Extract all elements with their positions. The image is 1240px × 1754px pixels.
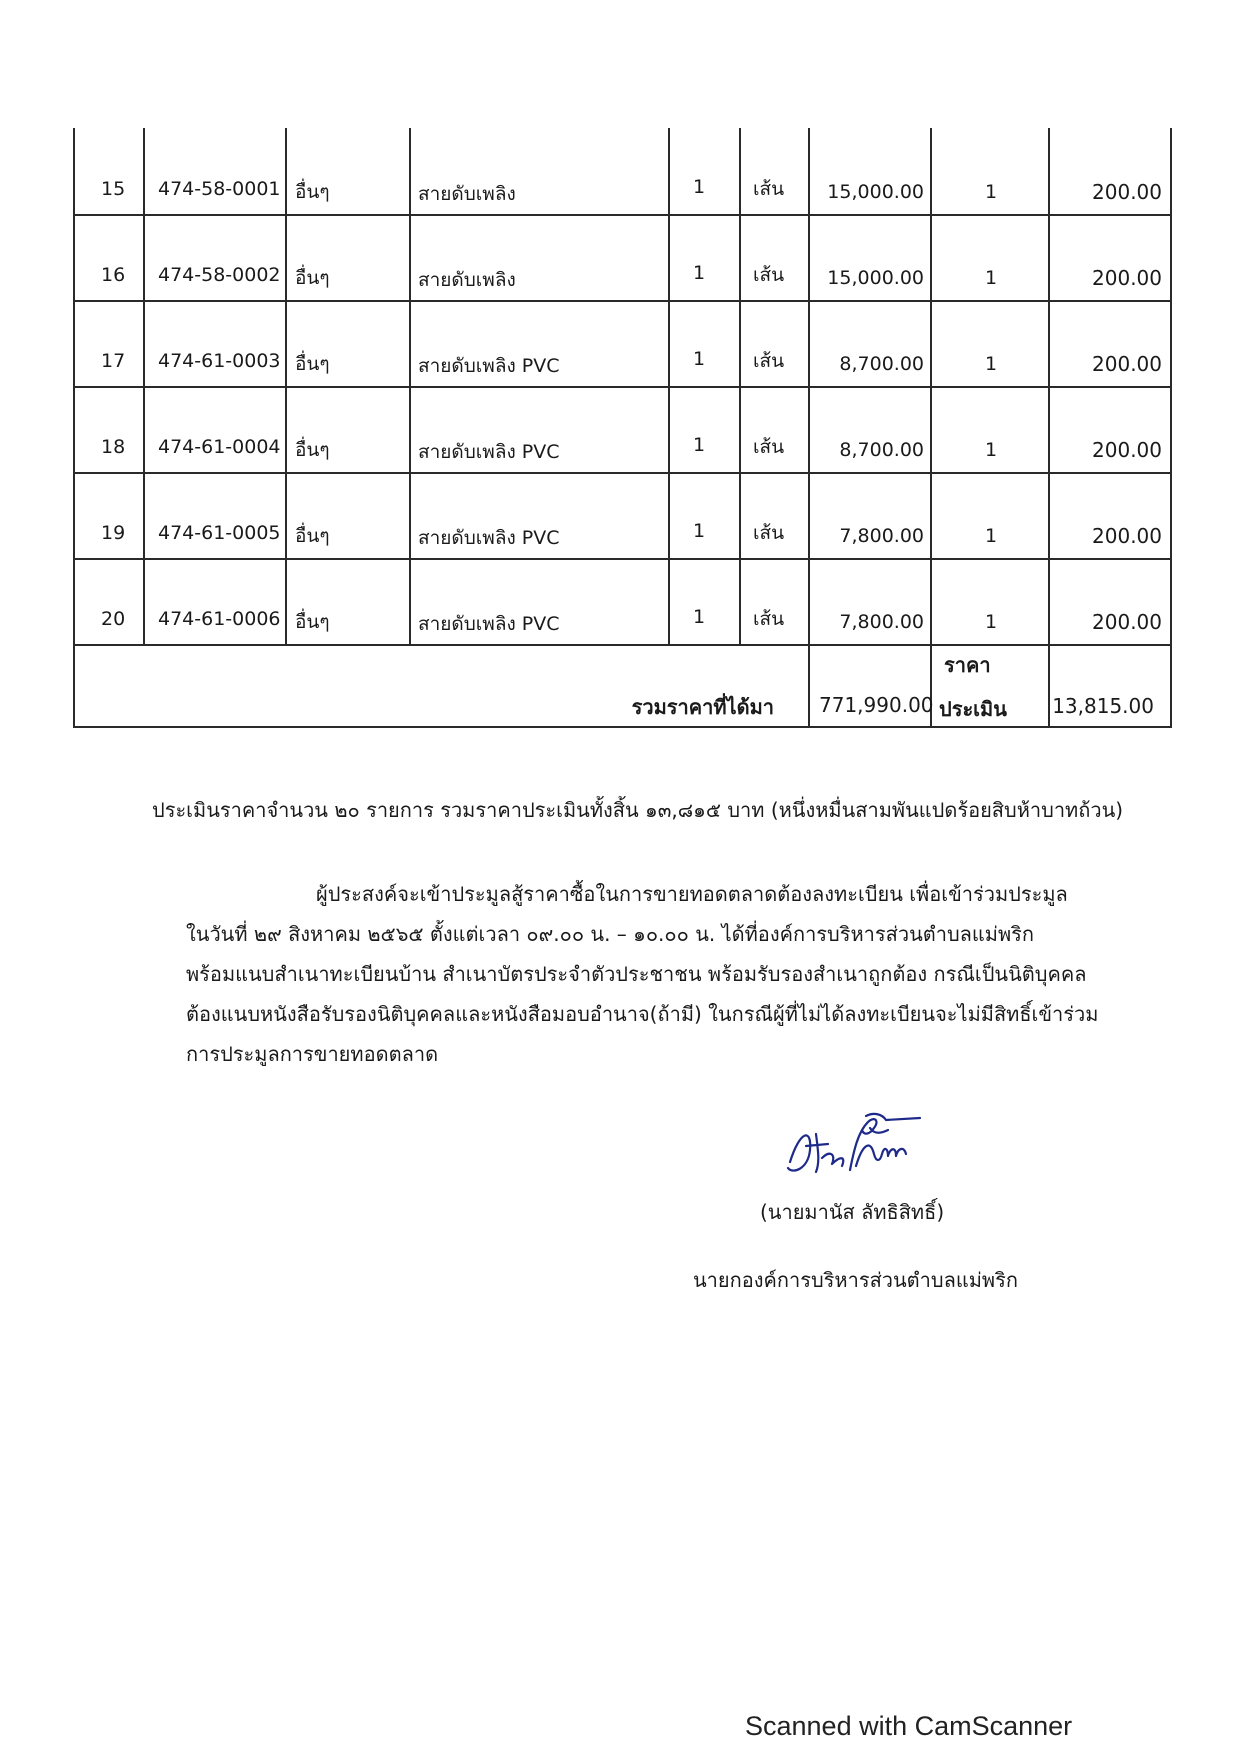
asset-name: สายดับเพลิง PVC	[418, 613, 560, 635]
acquired-price: 8,700.00	[839, 439, 924, 461]
asset-code: 474-58-0002	[158, 264, 281, 286]
asset-code: 474-61-0004	[158, 436, 281, 458]
asset-table	[73, 128, 1172, 728]
asset-unit: เส้น	[753, 350, 785, 372]
signer-position: นายกองค์การบริหารส่วนตำบลแม่พริก	[693, 1268, 1018, 1292]
asset-unit: เส้น	[753, 436, 785, 458]
asset-name: สายดับเพลิง PVC	[418, 355, 560, 377]
total-acquired-label: รวมราคาที่ได้มา	[631, 695, 774, 719]
appraisal-count: 1	[985, 525, 998, 547]
asset-name: สายดับเพลิง	[418, 269, 516, 291]
asset-type: อื่นๆ	[295, 611, 330, 633]
acquired-price: 7,800.00	[839, 525, 924, 547]
acquired-price: 7,800.00	[839, 611, 924, 633]
asset-quantity: 1	[693, 520, 706, 542]
appraisal-value: 200.00	[1092, 438, 1162, 462]
acquired-price: 15,000.00	[827, 267, 924, 289]
table-row	[73, 386, 1172, 472]
table-row	[73, 214, 1172, 300]
table-row	[73, 558, 1172, 644]
appraisal-count: 1	[985, 439, 998, 461]
asset-code: 474-61-0005	[158, 522, 281, 544]
row-number: 18	[101, 436, 126, 458]
registration-paragraph	[186, 874, 1099, 1074]
asset-type: อื่นๆ	[295, 525, 330, 547]
paragraph-line: ต้องแนบหนังสือรับรองนิติบุคคลและหนังสือมอบอำนาจ(ถ้ามี) ในกรณีผู้ที่ไม่ได้ลงทะเบียนจะไม่มีสิทธิ์เข้าร่วม	[186, 1002, 1099, 1026]
table-row	[73, 300, 1172, 386]
appraisal-label-line2: ประเมิน	[939, 697, 1007, 721]
appraisal-count: 1	[985, 353, 998, 375]
acquired-price: 8,700.00	[839, 353, 924, 375]
asset-code: 474-61-0006	[158, 608, 281, 630]
paragraph-line: การประมูลการขายทอดตลาด	[186, 1042, 439, 1066]
appraisal-total-value: 13,815.00	[1052, 694, 1154, 718]
asset-quantity: 1	[693, 606, 706, 628]
acquired-price: 15,000.00	[827, 181, 924, 203]
asset-quantity: 1	[693, 262, 706, 284]
row-number: 15	[101, 178, 126, 200]
asset-quantity: 1	[693, 434, 706, 456]
paragraph-line: พร้อมแนบสำเนาทะเบียนบ้าน สำเนาบัตรประจำตัวประชาชน พร้อมรับรองสำเนาถูกต้อง กรณีเป็นนิติบุคคล	[186, 962, 1087, 986]
asset-type: อื่นๆ	[295, 439, 330, 461]
asset-type: อื่นๆ	[295, 181, 330, 203]
asset-unit: เส้น	[753, 522, 785, 544]
row-number: 20	[101, 608, 126, 630]
asset-type: อื่นๆ	[295, 353, 330, 375]
appraisal-summary: ประเมินราคาจำนวน ๒๐ รายการ รวมราคาประเมินทั้งสิ้น ๑๓,๘๑๕ บาท (หนึ่งหมื่นสามพันแปดร้อยสิบห้าบาทถ้วน)	[152, 798, 1124, 822]
row-number: 17	[101, 350, 126, 372]
table-row	[73, 128, 1172, 214]
appraisal-label-line1: ราคา	[944, 653, 991, 677]
appraisal-count: 1	[985, 267, 998, 289]
asset-name: สายดับเพลิง	[418, 183, 516, 205]
appraisal-value: 200.00	[1092, 266, 1162, 290]
asset-name: สายดับเพลิง PVC	[418, 441, 560, 463]
signer-name: (นายมานัส ลัทธิสิทธิ์)	[760, 1200, 945, 1224]
row-number: 19	[101, 522, 126, 544]
table-row	[73, 472, 1172, 558]
appraisal-count: 1	[985, 181, 998, 203]
asset-code: 474-58-0001	[158, 178, 281, 200]
appraisal-value: 200.00	[1092, 610, 1162, 634]
appraisal-value: 200.00	[1092, 180, 1162, 204]
asset-code: 474-61-0003	[158, 350, 281, 372]
asset-unit: เส้น	[753, 178, 785, 200]
scanner-watermark: Scanned with CamScanner	[745, 1711, 1073, 1741]
asset-quantity: 1	[693, 348, 706, 370]
asset-quantity: 1	[693, 176, 706, 198]
handwritten-signature	[770, 1110, 940, 1190]
paragraph-line: ผู้ประสงค์จะเข้าประมูลสู้ราคาซื้อในการขายทอดตลาดต้องลงทะเบียน เพื่อเข้าร่วมประมูล	[316, 882, 1068, 906]
total-acquired-value: 771,990.00	[819, 693, 934, 717]
row-number: 16	[101, 264, 126, 286]
asset-unit: เส้น	[753, 608, 785, 630]
asset-name: สายดับเพลิง PVC	[418, 527, 560, 549]
appraisal-count: 1	[985, 611, 998, 633]
appraisal-value: 200.00	[1092, 352, 1162, 376]
appraisal-value: 200.00	[1092, 524, 1162, 548]
asset-unit: เส้น	[753, 264, 785, 286]
asset-type: อื่นๆ	[295, 267, 330, 289]
paragraph-line: ในวันที่ ๒๙ สิงหาคม ๒๕๖๕ ตั้งแต่เวลา ๐๙.๐๐ น. – ๑๐.๐๐ น. ได้ที่องค์การบริหารส่วนตำบลแม่พริก	[186, 922, 1035, 946]
